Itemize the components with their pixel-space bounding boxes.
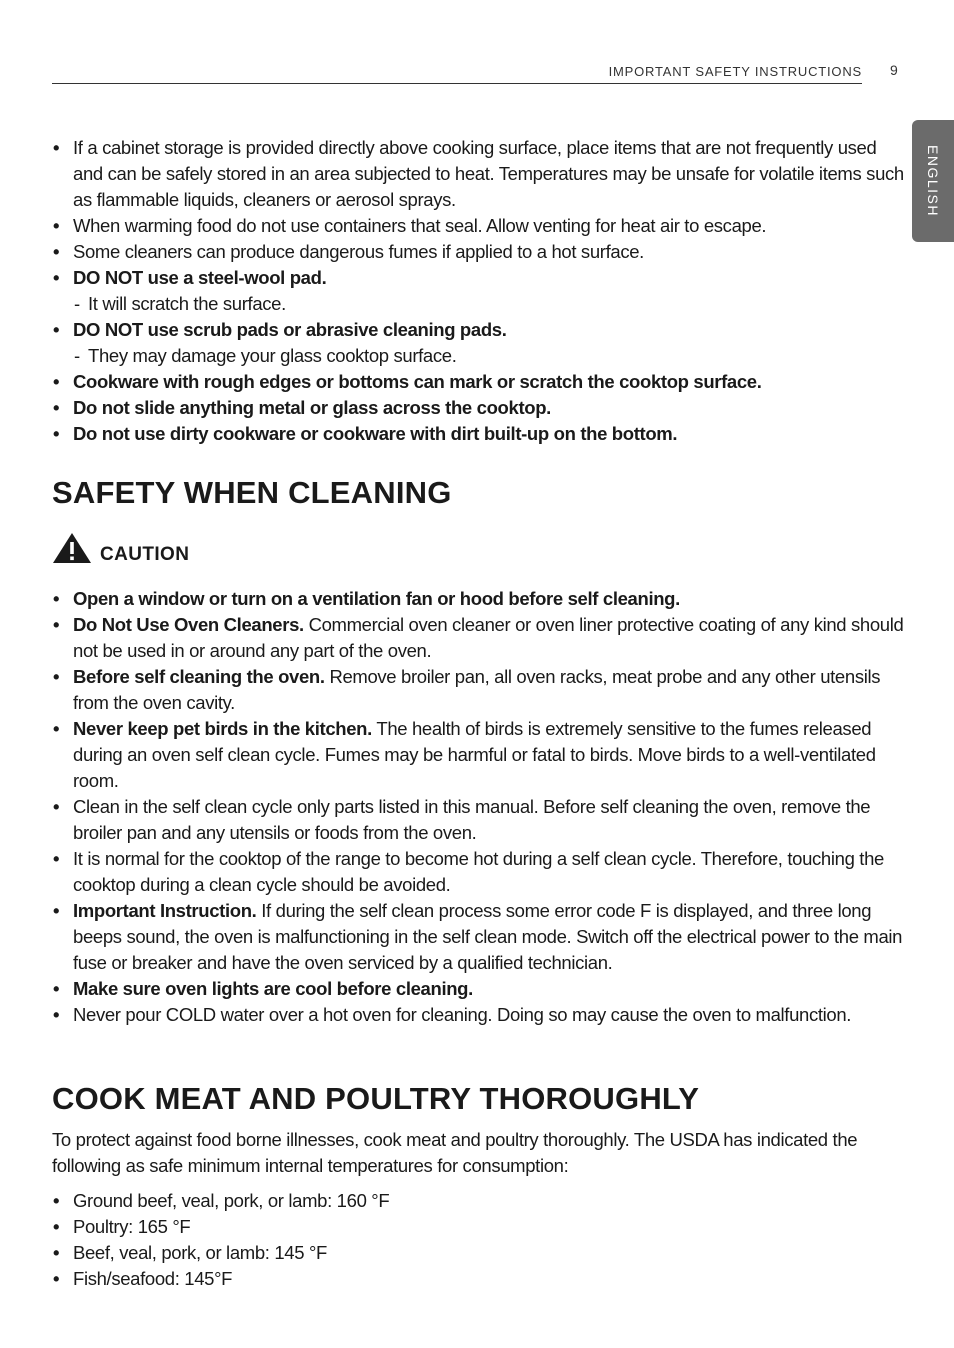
bold-lead-text: Important Instruction. bbox=[73, 900, 257, 921]
item-text: Never pour COLD water over a hot oven for cleaning. Doing so may cause the oven to malfunction. bbox=[73, 1004, 852, 1025]
list-item bbox=[52, 1188, 904, 1214]
list-item bbox=[52, 846, 904, 898]
item-text: Clean in the self clean cycle only parts listed in this manual. Before self cleaning the oven, remove the broiler pan and any utensils or foods from the oven. bbox=[73, 796, 871, 843]
list-item bbox=[52, 395, 904, 421]
bold-lead-text: Do Not Use Oven Cleaners. bbox=[73, 614, 304, 635]
list-item bbox=[52, 239, 904, 265]
bold-lead-text: Open a window or turn on a ventilation fan or hood before self cleaning. bbox=[73, 588, 680, 609]
list-item bbox=[52, 213, 904, 239]
item-text: The health of birds is extremely sensitive to the fumes released during an oven self clean cycle. Fumes may be harmful or fatal to birds. Move birds to a well-ventilated room. bbox=[73, 718, 876, 791]
bold-lead-text: Make sure oven lights are cool before cleaning. bbox=[73, 978, 473, 999]
item-text: They may damage your glass cooktop surface. bbox=[88, 345, 457, 366]
item-text: Commercial oven cleaner or oven liner protective coating of any kind should not be used in or around any part of the oven. bbox=[73, 614, 904, 661]
list-item bbox=[52, 265, 904, 291]
item-text: If during the self clean process some error code F is displayed, and three long beeps sound, the oven is malfunctioning in the self clean mode. Switch off the electrical power to the main fuse or breaker and have the oven serviced by a qualified technician. bbox=[73, 900, 903, 973]
bold-lead-text: DO NOT use a steel-wool pad. bbox=[73, 267, 327, 288]
bold-lead-text: Do not use dirty cookware or cookware with dirt built-up on the bottom. bbox=[73, 423, 678, 444]
bold-lead-text: Never keep pet birds in the kitchen. bbox=[73, 718, 372, 739]
item-text: It will scratch the surface. bbox=[88, 293, 286, 314]
bold-lead-text: Do not slide anything metal or glass across the cooktop. bbox=[73, 397, 551, 418]
list-item bbox=[52, 898, 904, 976]
list-item bbox=[52, 794, 904, 846]
item-text: Ground beef, veal, pork, or lamb: 160 °F bbox=[73, 1190, 390, 1211]
list-item bbox=[52, 135, 904, 213]
list-item bbox=[52, 1240, 904, 1266]
page-number: 9 bbox=[890, 62, 898, 78]
item-text: Remove broiler pan, all oven racks, meat probe and any other utensils from the oven cavity. bbox=[73, 666, 881, 713]
item-text: If a cabinet storage is provided directly above cooking surface, place items that are not frequently used and can be safely stored in an area subjected to heat. Temperatures may be unsafe for volatile items such as flammable liquids, cleaners or aerosol sprays. bbox=[73, 137, 904, 210]
list-item bbox=[52, 1266, 904, 1292]
item-text: Some cleaners can produce dangerous fumes if applied to a hot surface. bbox=[73, 241, 644, 262]
item-text: It is normal for the cooktop of the range to become hot during a self clean cycle. Therefore, touching the cooktop during a clean cycle should be avoided. bbox=[73, 848, 884, 895]
header-title: IMPORTANT SAFETY INSTRUCTIONS bbox=[608, 64, 862, 79]
list-item bbox=[52, 1002, 904, 1028]
item-text: Beef, veal, pork, or lamb: 145 °F bbox=[73, 1242, 327, 1263]
meat-section-heading: COOK MEAT AND POULTRY THOROUGHLY bbox=[52, 1081, 700, 1116]
cleaning-bullet-list bbox=[52, 586, 904, 1028]
list-sub-item bbox=[52, 343, 904, 369]
cleaning-section-heading: SAFETY WHEN CLEANING bbox=[52, 475, 452, 510]
list-item bbox=[52, 421, 904, 447]
item-text: When warming food do not use containers that seal. Allow venting for heat air to escape. bbox=[73, 215, 767, 236]
list-item bbox=[52, 369, 904, 395]
temperature-bullet-list bbox=[52, 1188, 904, 1292]
language-tab[interactable] bbox=[912, 120, 954, 242]
bold-lead-text: Before self cleaning the oven. bbox=[73, 666, 325, 687]
list-item bbox=[52, 716, 904, 794]
warning-triangle-icon bbox=[52, 532, 92, 564]
meat-section-intro: To protect against food borne illnesses, cook meat and poultry thoroughly. The USDA has indicated the following as safe minimum internal temperatures for consumption: bbox=[52, 1129, 858, 1176]
list-item bbox=[52, 317, 904, 343]
list-item bbox=[52, 586, 904, 612]
bold-lead-text: Cookware with rough edges or bottoms can mark or scratch the cooktop surface. bbox=[73, 371, 762, 392]
list-item bbox=[52, 664, 904, 716]
list-item bbox=[52, 1214, 904, 1240]
intro-bullet-list bbox=[52, 135, 904, 447]
language-tab-label: ENGLISH bbox=[925, 145, 941, 217]
item-text: Fish/seafood: 145°F bbox=[73, 1268, 233, 1289]
list-sub-item bbox=[52, 291, 904, 317]
list-item bbox=[52, 976, 904, 1002]
page-header bbox=[52, 60, 862, 84]
list-item bbox=[52, 612, 904, 664]
bold-lead-text: DO NOT use scrub pads or abrasive cleaning pads. bbox=[73, 319, 507, 340]
item-text: Poultry: 165 °F bbox=[73, 1216, 191, 1237]
caution-label: CAUTION bbox=[100, 544, 190, 565]
